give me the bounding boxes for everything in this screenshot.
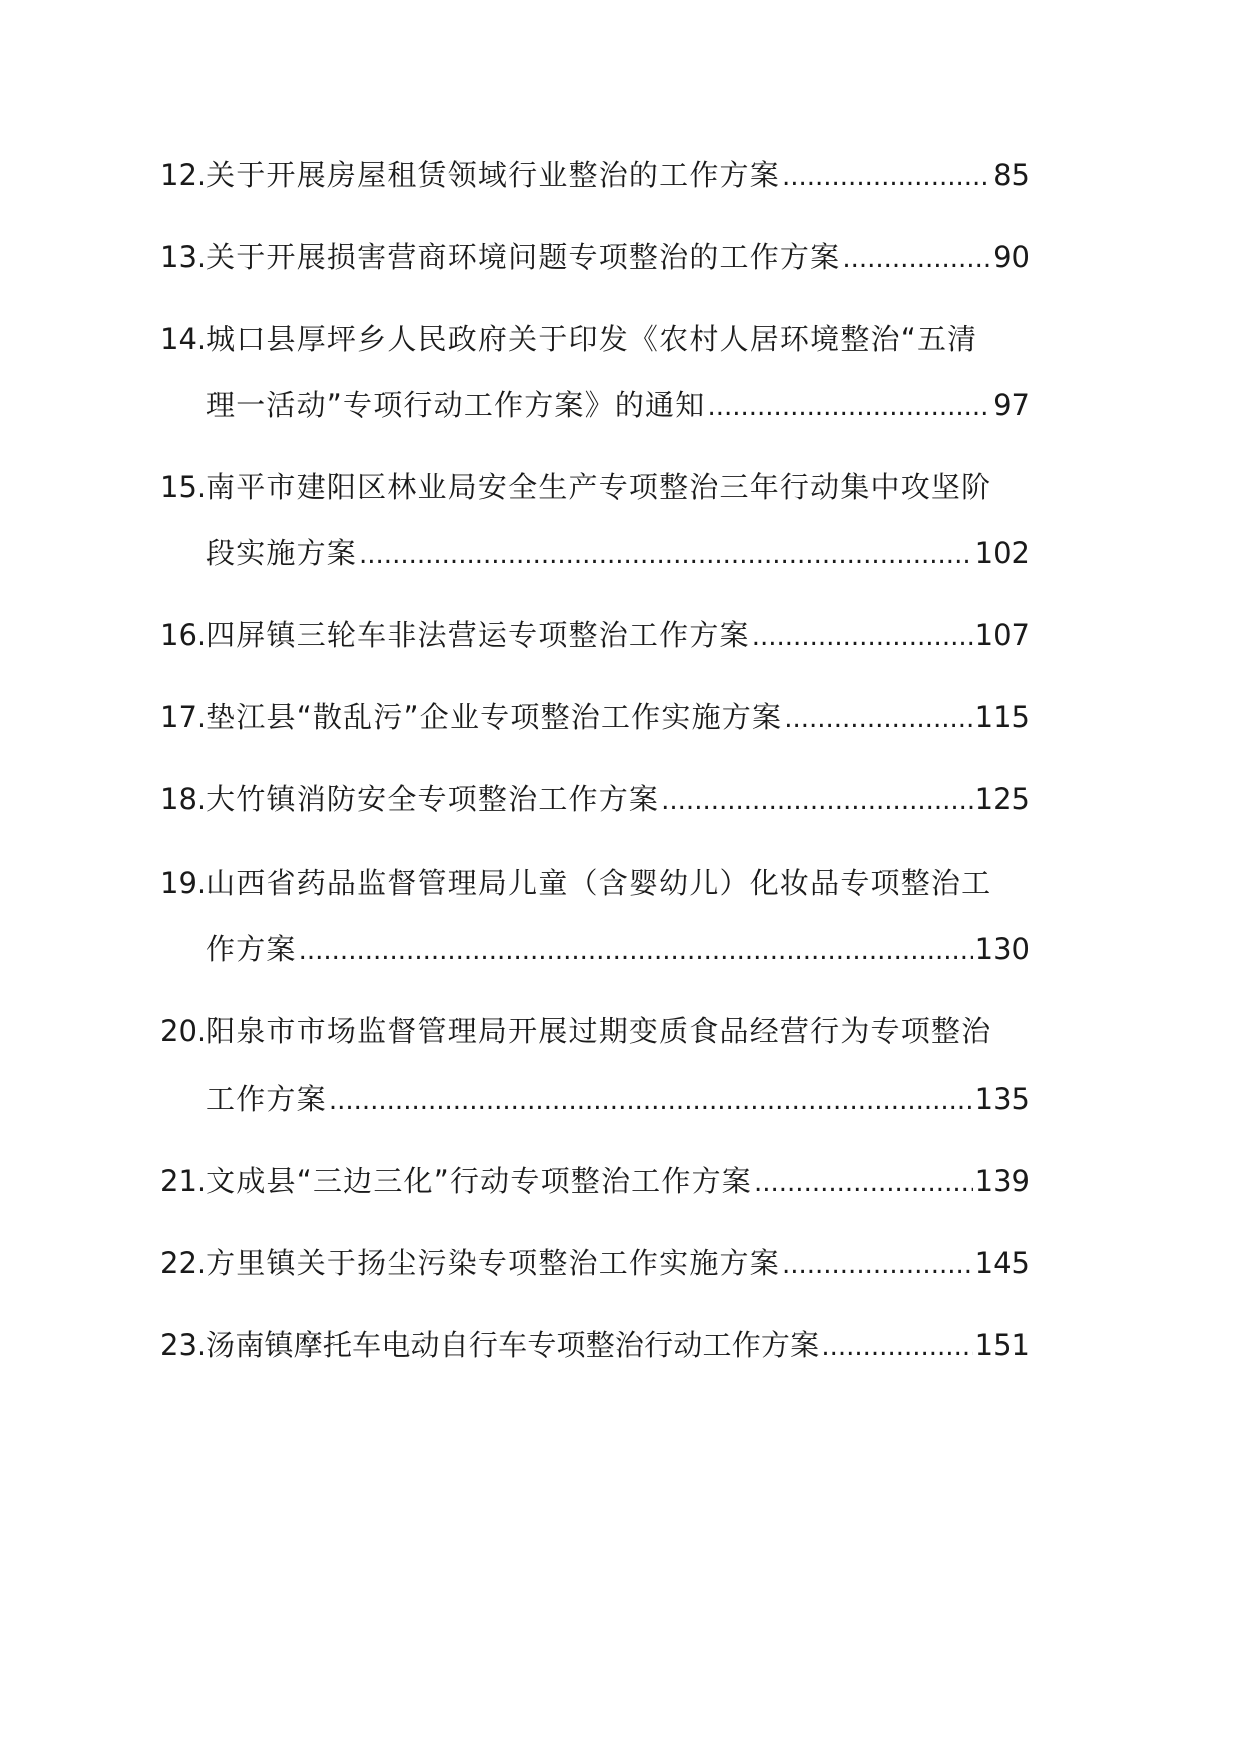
toc-entry-page: 151 [974,1328,1030,1362]
toc-entry-number: 12. [160,158,207,192]
toc-entry-title-line1: 山西省药品监督管理局儿童（含婴幼儿）化妆品专项整治工 [206,866,992,900]
toc-entry-17[interactable] [160,692,1030,742]
toc-entry-title-line1: 阳泉市市场监督管理局开展过期变质食品经营行为专项整治 [206,1014,992,1048]
toc-entry-19[interactable] [160,858,1090,908]
toc-entry-13[interactable] [160,232,1030,282]
toc-dot-leader [842,234,991,284]
toc-entry-page: 97 [993,388,1030,422]
toc-entry-page: 85 [993,158,1030,192]
toc-entry-15-continued[interactable] [206,528,1030,578]
toc-entry-18[interactable] [160,774,1030,824]
toc-entry-title-line2: 段实施方案 [206,536,358,570]
toc-entry-page: 115 [974,700,1030,734]
toc-dot-leader [752,612,973,662]
toc-entry-title-line1: 城口县厚坪乡人民政府关于印发《农村人居环境整治“五清 [206,322,978,356]
toc-dot-leader [299,926,973,976]
toc-dot-leader [754,1158,973,1208]
toc-entry-title-line2: 作方案 [206,932,297,966]
toc-entry-title: 文成县“三边三化”行动专项整治工作方案 [206,1164,752,1198]
toc-entry-page: 90 [993,240,1030,274]
toc-dot-leader [782,1240,973,1290]
toc-entry-title: 垫江县“散乱污”企业专项整治工作实施方案 [206,700,783,734]
toc-entry-number: 20. [160,1014,207,1048]
toc-entry-title: 关于开展房屋租赁领域行业整治的工作方案 [206,158,780,192]
toc-entry-title-line2: 理一活动”专项行动工作方案》的通知 [206,388,706,422]
toc-entry-page: 139 [974,1164,1030,1198]
toc-entry-number: 21. [160,1164,207,1198]
toc-entry-page: 107 [974,618,1030,652]
toc-entry-number: 17. [160,700,207,734]
toc-entry-title: 四屏镇三轮车非法营运专项整治工作方案 [206,618,750,652]
toc-entry-22[interactable] [160,1238,1030,1288]
toc-entry-number: 18. [160,782,207,816]
toc-entry-page: 145 [974,1246,1030,1280]
toc-dot-leader [782,152,991,202]
toc-entry-page: 102 [974,536,1030,570]
toc-dot-leader [784,694,972,744]
toc-entry-page: 135 [974,1082,1030,1116]
toc-dot-leader [707,382,991,432]
toc-entry-20-continued[interactable] [206,1074,1030,1124]
toc-entry-title: 汤南镇摩托车电动自行车专项整治行动工作方案 [206,1328,820,1362]
toc-entry-page: 130 [974,932,1030,966]
toc-entry-title-line2: 工作方案 [206,1082,327,1116]
toc-dot-leader [821,1322,972,1372]
toc-entry-title: 大竹镇消防安全专项整治工作方案 [206,782,660,816]
toc-dot-leader [359,530,973,580]
toc-entry-21[interactable] [160,1156,1030,1206]
toc-entry-number: 15. [160,470,207,504]
toc-entry-19-continued[interactable] [206,924,1030,974]
toc-entry-number: 22. [160,1246,207,1280]
toc-entry-16[interactable] [160,610,1030,660]
toc-dot-leader [329,1076,973,1126]
toc-entry-12[interactable] [160,150,1030,200]
toc-entry-number: 13. [160,240,207,274]
toc-entry-14[interactable] [160,314,1090,364]
toc-entry-15[interactable] [160,462,1090,512]
toc-entry-page: 125 [974,782,1030,816]
toc-entry-number: 14. [160,322,207,356]
toc-entry-20[interactable] [160,1006,1090,1056]
toc-entry-number: 16. [160,618,207,652]
toc-entry-23[interactable] [160,1320,1030,1370]
toc-dot-leader [661,776,973,826]
toc-entry-number: 23. [160,1328,207,1362]
toc-entry-number: 19. [160,866,207,900]
toc-entry-14-continued[interactable] [206,380,1030,430]
toc-entry-title-line1: 南平市建阳区林业局安全生产专项整治三年行动集中攻坚阶 [206,470,992,504]
toc-entry-title: 方里镇关于扬尘污染专项整治工作实施方案 [206,1246,780,1280]
toc-entry-title: 关于开展损害营商环境问题专项整治的工作方案 [206,240,841,274]
